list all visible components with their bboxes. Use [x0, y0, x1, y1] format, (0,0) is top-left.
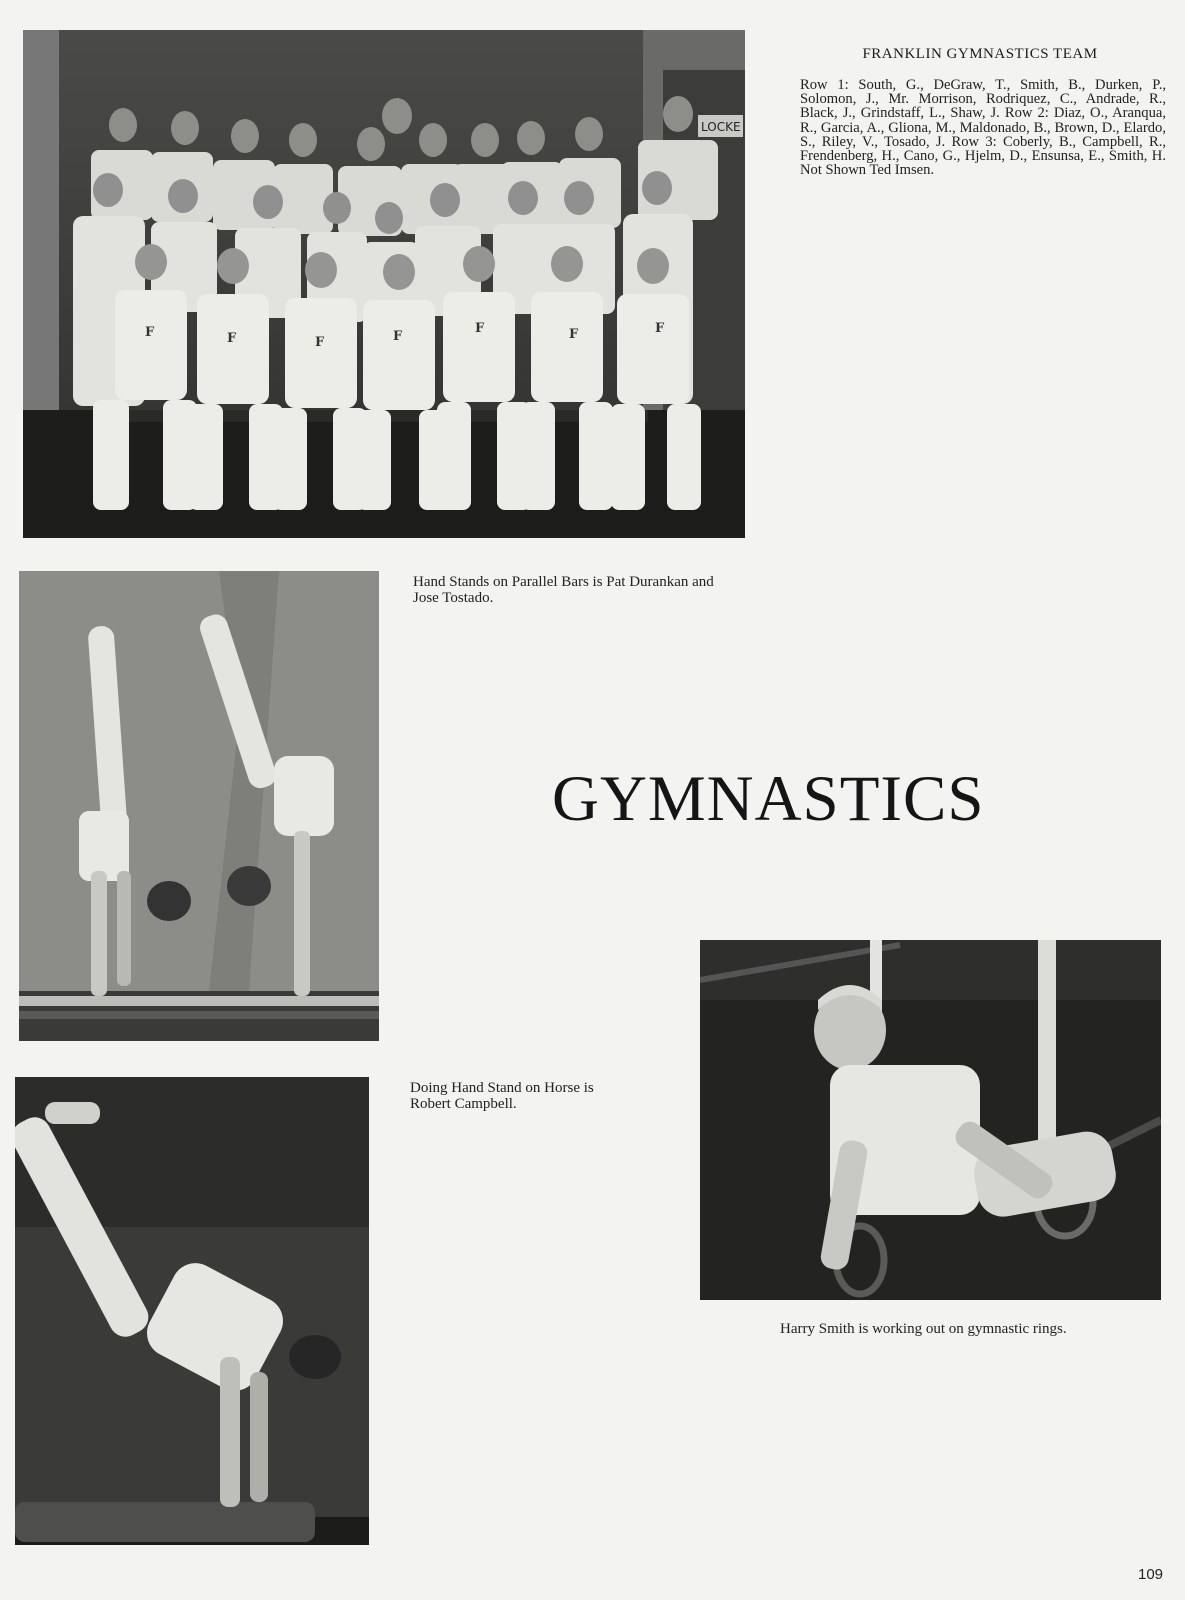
rings-photo: [700, 940, 1161, 1300]
parallel-bars-caption: Hand Stands on Parallel Bars is Pat Durankan and Jose Tostado.: [413, 574, 714, 606]
rings-caption: Harry Smith is working out on gymnastic rings.: [780, 1321, 1067, 1337]
team-roster-caption: Row 1: South, G., DeGraw, T., Smith, B., Durken, P., Solomon, J., Mr. Morrison, Rodriquez, C., Andrade, R., Black, J., Grindstaff, L., Shaw, J. Row 2: Diaz, O., Aranqua, R., Garcia, A., Gliona, M., Maldonado, B., Brown, D., Elardo, S., Riley, V., Tosado, J. Row 3: Coberly, B., Campbell, R., Frendenberg, H., Cano, G., Hjelm, D., Ensunsa, E., Smith, H. Not Shown Ted Imsen.: [800, 77, 1166, 179]
jersey-letter: F: [569, 327, 579, 342]
jersey-letter: F: [145, 325, 155, 340]
locker-sign: LOCKE: [701, 120, 741, 134]
jersey-letter: F: [227, 331, 237, 346]
page-number: 109: [1138, 1566, 1164, 1583]
jersey-letter: F: [475, 321, 485, 336]
horse-photo: [15, 1077, 369, 1545]
team-photo-title: FRANKLIN GYMNASTICS TEAM: [862, 46, 1098, 62]
page-heading: GYMNASTICS: [552, 763, 985, 835]
horse-caption: Doing Hand Stand on Horse is Robert Campbell.: [410, 1080, 594, 1112]
parallel-bars-photo: [19, 571, 379, 1041]
jersey-letter: F: [315, 335, 325, 350]
team-photo: [23, 30, 745, 538]
jersey-letter: F: [655, 321, 665, 336]
jersey-letter: F: [393, 329, 403, 344]
